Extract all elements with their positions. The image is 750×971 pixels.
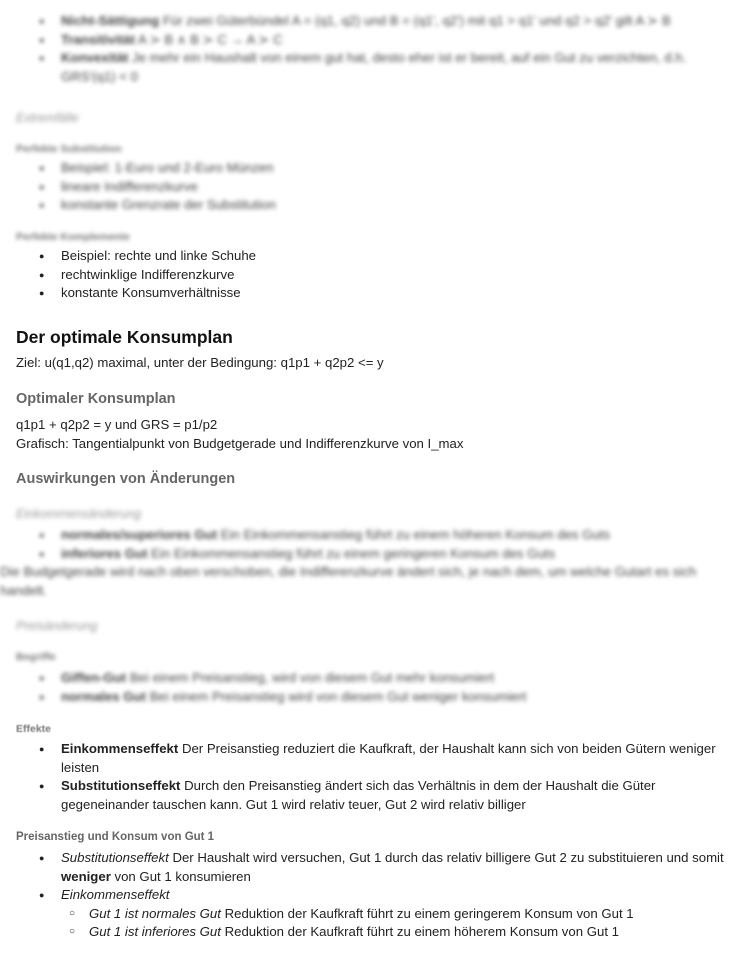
list-item: ● Einkommenseffekt [61, 886, 744, 905]
effekte-title: Effekte [16, 723, 52, 735]
optimaler-konsumplan-sub [16, 389, 744, 453]
list-item: ● Einkommenseffekt Der Preisanstieg reduziert die Kaufkraft, der Haushalt kann sich von beiden Gütern weniger leisten [61, 740, 744, 777]
perfekte-substitution-title: Perfekte Substitution [16, 143, 122, 155]
perfekte-substitution-section [16, 142, 744, 215]
perfekte-substitution-list [16, 159, 744, 215]
list-item: ● normales Gut Bei einem Preisanstieg wird von diesem Gut weniger konsumiert [61, 688, 744, 707]
sub-list-item: ○ Gut 1 ist inferiores Gut Reduktion der Kaufkraft führt zu einem höherem Konsum von Gut 1 [89, 923, 744, 942]
section-heading: Der optimale Konsumplan [16, 327, 233, 347]
optimaler-konsumplan-section [16, 326, 744, 373]
einkommensaenderung-title: Einkommensänderung [16, 507, 142, 521]
list-item: ● Nicht-Sättigung Für zwei Güterbündel A = (q1, q2) und B = (q1', q2') mit q1 > q1' und q2 > q2' gilt A ≻ B [61, 12, 744, 31]
effekte-section [16, 722, 744, 814]
list-item: ● normales/superiores Gut Ein Einkommensanstieg führt zu einem höheren Konsum des Guts [61, 526, 744, 545]
list-item: ● inferiores Gut Ein Einkommensanstieg führt zu einem geringeren Konsum des Guts [61, 545, 744, 564]
list-item: ● Konvexität Je mehr ein Haushalt von einem gut hat, desto eher ist er bereit, auf ein Gut zu verzichten, d.h. GRS'(q1) < 0 [61, 49, 744, 86]
einkommenseffekt-sublist [16, 905, 744, 942]
budgetgerade-note: Die Budgetgerade wird nach oben verschoben, die Indifferenzkurve ändert sich, je nach dem, um welche Gutart es sich handelt. [0, 564, 697, 598]
begriffe-title: Begriffe [16, 651, 56, 663]
extremfaelle-heading: Extremfälle [16, 111, 79, 125]
list-item: ● Substitutionseffekt Durch den Preisanstieg ändert sich das Verhältnis in dem der Haushalt die Güter gegeneinander tauschen kann. Gut 1 wird relativ teuer, Gut 2 wird relativ billiger [61, 777, 744, 814]
bedingung-text: q1p1 + q2p2 = y und GRS = p1/p2 [16, 417, 218, 432]
list-item: ● lineare Indifferenzkurve [61, 178, 744, 197]
preisaenderung-heading: Preisänderung [16, 619, 98, 633]
list-item: ● konstante Konsumverhältnisse [61, 284, 744, 303]
perfekte-komplemente-list [16, 247, 744, 303]
begriffe-list [16, 669, 744, 706]
grafisch-text: Grafisch: Tangentialpunkt von Budgetgerade und Indifferenzkurve von I_max [16, 435, 464, 451]
sub-list-item: ○ Gut 1 ist normales Gut Reduktion der Kaufkraft führt zu einem geringerem Konsum von Gut 1 [89, 905, 744, 924]
preference-axioms [16, 12, 744, 86]
list-item: ● Beispiel: rechte und linke Schuhe [61, 247, 744, 266]
begriffe-section [16, 650, 744, 706]
effekte-list [16, 740, 744, 814]
einkommensaenderung-list [16, 526, 744, 563]
list-item: ● Beispiel: 1-Euro und 2-Euro Münzen [61, 159, 744, 178]
list-item: ● Substitutionseffekt Der Haushalt wird versuchen, Gut 1 durch das relativ billigere Gut 2 zu substituieren und somit weniger von Gut 1 konsumieren [61, 849, 744, 886]
perfekte-komplemente-title: Perfekte Komplemente [16, 231, 130, 243]
preisanstieg-list [16, 849, 744, 905]
list-item: ● Giffen-Gut Bei einem Preisanstieg, wird von diesem Gut mehr konsumiert [61, 669, 744, 688]
list-item: ● rechtwinklige Indifferenzkurve [61, 266, 744, 285]
preisanstieg-title: Preisanstieg und Konsum von Gut 1 [16, 831, 215, 843]
list-item: ● konstante Grenzrate der Substitution [61, 196, 744, 215]
preisanstieg-section [16, 829, 744, 942]
subsection-heading: Optimaler Konsumplan [16, 391, 176, 407]
preference-list [16, 12, 744, 86]
einkommensaenderung-section [0, 505, 744, 600]
list-item: ● Transitivität A ≻ B ∧ B ≻ C → A ≻ C [61, 31, 744, 50]
perfekte-komplemente-section [16, 230, 744, 303]
auswirkungen-heading: Auswirkungen von Änderungen [16, 471, 236, 487]
ziel-text: Ziel: u(q1,q2) maximal, unter der Bedingung: q1p1 + q2p2 <= y [16, 355, 384, 370]
